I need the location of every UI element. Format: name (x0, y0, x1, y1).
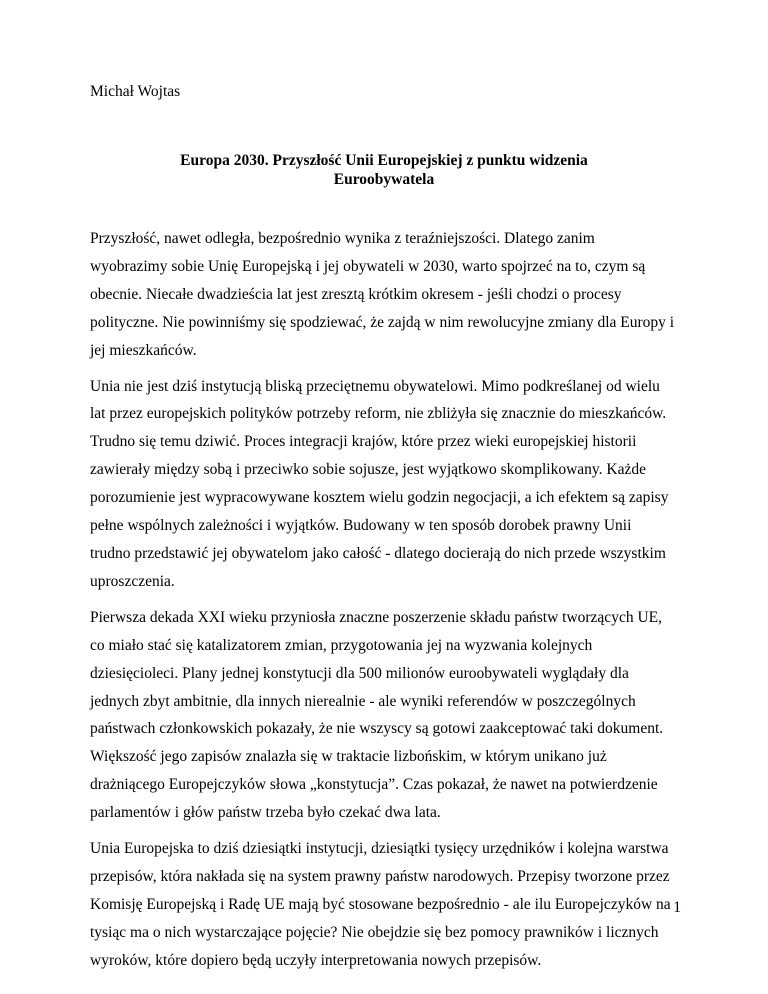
document-title (90, 151, 678, 189)
text-line: parlamentów i głów państw trzeba było czekać dwa lata. (90, 804, 441, 822)
text-line: polityczne. Nie powinniśmy się spodziewać, że zajdą w nim rewolucyjne zmiany dla Europy i (90, 313, 675, 331)
text-line: Komisję Europejską i Radę UE mają być stosowane bezpośrednio - ale ilu Europejczyków na (90, 895, 671, 913)
text-line: porozumienie jest wypracowywane kosztem wielu godzin negocjacji, a ich efektem są zapisy (90, 489, 669, 507)
text-line: Unia nie jest dziś instytucją bliską przeciętnemu obywatelowi. Mimo podkreślanej od wielu (90, 377, 660, 395)
text-line: Większość jego zapisów znalazła się w traktacie lizbońskim, w którym unikano już (90, 748, 607, 766)
text-line: zawierały między sobą i przeciwko sobie sojusze, jest wyjątkowo skomplikowany. Każde (90, 461, 646, 479)
text-line: Unia Europejska to dziś dziesiątki instytucji, dziesiątki tysięcy urzędników i kolejna warstwa (90, 840, 669, 858)
author-name: Michał Wojtas (90, 83, 181, 100)
title-line: Europa 2030. Przyszłość Unii Europejskiej z punktu widzenia (180, 152, 588, 169)
text-line: wyobrazimy sobie Unię Europejską i jej obywateli w 2030, warto spojrzeć na to, czym są (90, 257, 646, 275)
text-line: uproszczenia. (90, 572, 175, 590)
text-line: jej mieszkańców. (90, 341, 197, 359)
paragraph (90, 604, 690, 827)
body-text (90, 225, 690, 983)
text-line: Przyszłość, nawet odległa, bezpośrednio wynika z teraźniejszości. Dlatego zanim (90, 230, 595, 247)
text-line: państwach członkowskich pokazały, że nie wszyscy są gotowi zaakceptować taki dokument. (90, 720, 664, 738)
paragraph (90, 835, 690, 975)
page-number: 1 (673, 899, 681, 916)
text-line: drażniącego Europejczyków słowa „konstytucja”. Czas pokazał, że nawet na potwierdzenie (90, 776, 658, 794)
text-line: trudno przedstawić jej obywatelom jako całość - dlatego docierają do nich przede wszystkim (90, 544, 666, 562)
paragraph (90, 373, 690, 596)
text-line: dziesięcioleci. Plany jednej konstytucji dla 500 milionów euroobywateli wyglądały dla (90, 664, 629, 682)
title-line: Euroobywatela (333, 171, 435, 188)
text-line: przepisów, która nakłada się na system prawny państw narodowych. Przepisy tworzone przez (90, 867, 670, 885)
text-line: co miało stać się katalizatorem zmian, przygotowania jej na wyzwania kolejnych (90, 636, 593, 654)
text-line: jednych zbyt ambitnie, dla innych nierealnie - ale wyniki referendów w poszczególnych (90, 692, 636, 710)
text-line: wyroków, które dopiero będą uczyły interpretowania nowych przepisów. (90, 951, 542, 969)
text-line: tysiąc ma o nich wystarczające pojęcie? Nie obejdzie się bez pomocy prawników i licznych (90, 923, 659, 941)
text-line: obecnie. Niecałe dwadzieścia lat jest zresztą krótkim okresem - jeśli chodzi o procesy (90, 285, 622, 303)
text-line: pełne wspólnych zależności i wyjątków. Budowany w ten sposób dorobek prawny Unii (90, 517, 632, 535)
text-line: Pierwsza dekada XXI wieku przyniosła znaczne poszerzenie składu państw tworzących UE, (90, 608, 662, 626)
paragraph (90, 225, 690, 365)
text-line: Trudno się temu dziwić. Proces integracji krajów, które przez wieki europejskiej historii (90, 433, 637, 451)
text-line: lat przez europejskich polityków potrzeby reform, nie zbliżyła się znacznie do mieszkańców. (90, 405, 667, 423)
